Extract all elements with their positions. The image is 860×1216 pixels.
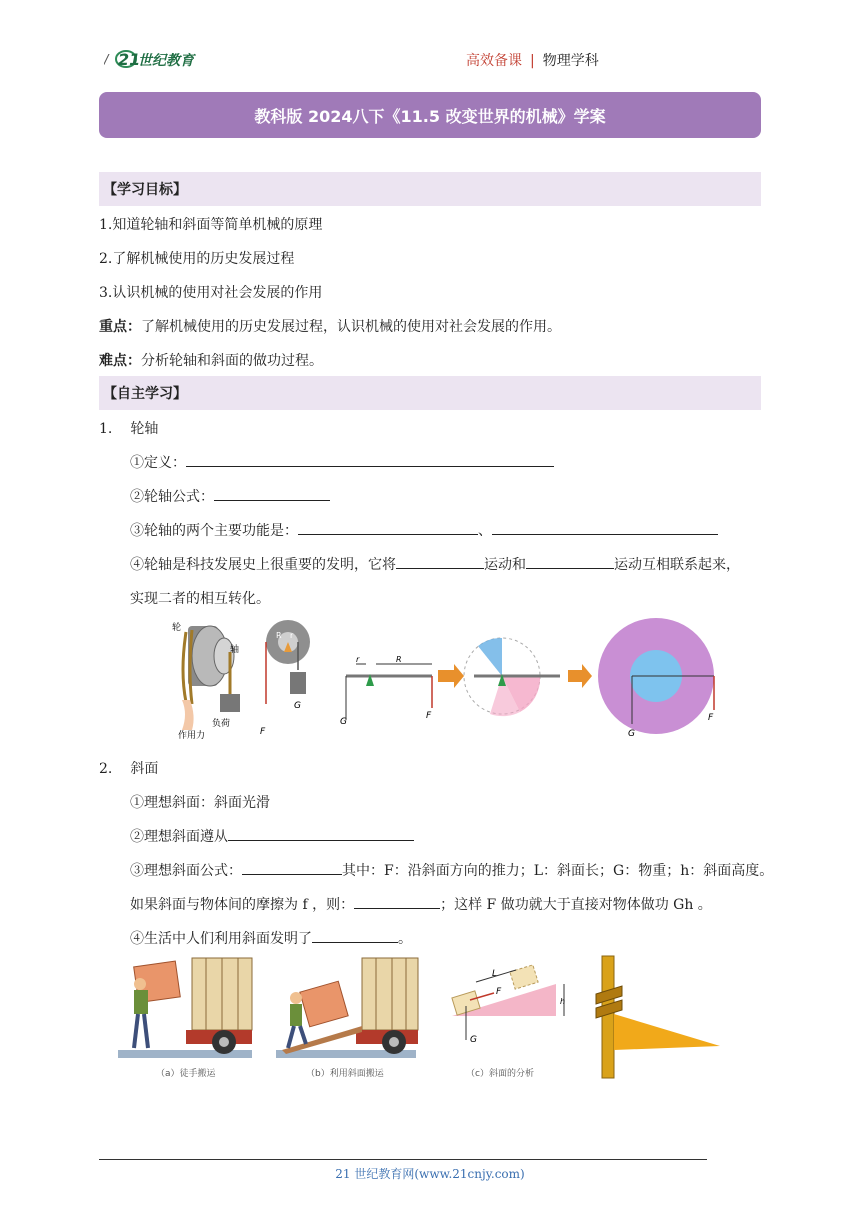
q2-ideal: ①理想斜面：斜面光滑 [130, 795, 270, 811]
objective-item: 1.知道轮轴和斜面等简单机械的原理 [99, 217, 323, 233]
q1-formula [130, 486, 330, 506]
answer-blank[interactable] [396, 554, 484, 569]
header-category-right: 物理学科 [542, 53, 599, 69]
caption-b: （b）利用斜面搬运 [306, 1069, 384, 1079]
screw-wedge-illustration [596, 956, 720, 1078]
q2-follows [130, 826, 414, 846]
label-load: 负荷 [212, 719, 231, 729]
wheel-side-view [260, 620, 310, 737]
arrow-icon [438, 664, 464, 688]
analysis-label-G: G [470, 1035, 477, 1045]
q1-motion-text: ④轮轴是科技发展史上很重要的发明，它将 [130, 557, 396, 573]
analysis-label-h: h [560, 997, 566, 1006]
svg-text:/: / [104, 53, 109, 68]
lever-label-F: F [426, 711, 432, 721]
key-point-label: 重点： [99, 319, 141, 335]
label-R: R [276, 631, 282, 640]
q1-functions [130, 520, 718, 540]
header-separator: | [530, 53, 535, 69]
arrow-icon [568, 664, 592, 688]
answer-blank[interactable] [242, 860, 342, 875]
objective-item: 3.认识机械的使用对社会发展的作用 [99, 285, 323, 301]
answer-blank[interactable] [298, 520, 478, 535]
q1-motion [130, 554, 740, 574]
logo [104, 44, 222, 74]
label-wheel: 轮 [172, 623, 182, 633]
q1-functions-label: ③轮轴的两个主要功能是： [130, 523, 298, 539]
difficulty-point [99, 350, 323, 370]
section-heading-self-study: 【自主学习】 [99, 376, 761, 410]
footer-divider [99, 1159, 707, 1160]
answer-blank[interactable] [354, 894, 440, 909]
difficulty-text: 分析轮轴和斜面的做功过程。 [141, 353, 323, 369]
q2-invention-label: ④生活中人们利用斜面发明了 [130, 931, 312, 947]
q1-motion-text: 运动和 [484, 557, 526, 573]
q2-friction-note: ；这样 F 做功就大于直接对物体做功 Gh 。 [440, 897, 712, 913]
answer-blank[interactable] [492, 520, 718, 535]
rotation-diagram [464, 638, 560, 716]
footer-text[interactable]: 21 世纪教育网(www.21cnjy.com) [335, 1167, 525, 1181]
svg-text:21: 21 [118, 50, 141, 69]
q2-formula-label: ③理想斜面公式： [130, 863, 242, 879]
answer-blank[interactable] [186, 452, 554, 467]
incline-panel-a [118, 958, 252, 1079]
q1-motion-text: 运动互相联系起来， [614, 557, 740, 573]
objective-item: 2.了解机械使用的历史发展过程 [99, 251, 295, 267]
analysis-label-F: F [496, 987, 502, 997]
answer-blank[interactable] [228, 826, 414, 841]
disc-diagram [598, 618, 714, 739]
header-category-left: 高效备课 [466, 53, 522, 69]
analysis-label-L: L [492, 969, 498, 979]
difficulty-label: 难点： [99, 353, 141, 369]
wheel-axle-figure [170, 612, 730, 742]
label-G: G [294, 701, 301, 711]
q2-friction [130, 894, 712, 914]
q2-follows-label: ②理想斜面遵从 [130, 829, 228, 845]
disc-label-G: G [628, 729, 635, 739]
page-title-bar [99, 92, 761, 138]
label-r: r [290, 631, 294, 640]
label-F: F [260, 727, 266, 737]
lever-label-G: G [340, 717, 347, 727]
question-title: 斜面 [130, 761, 159, 777]
q1-definition-label: ①定义： [130, 455, 186, 471]
lever-label-r: r [356, 655, 360, 664]
label-axle: 轴 [230, 645, 240, 655]
incline-panel-b [276, 958, 418, 1079]
label-effort: 作用力 [178, 731, 206, 741]
svg-text:世纪教育: 世纪教育 [138, 53, 194, 69]
incline-panel-c [452, 965, 565, 1079]
question-title: 轮轴 [130, 421, 159, 437]
disc-label-F: F [708, 713, 714, 723]
section-heading-objectives: 【学习目标】 [99, 172, 761, 206]
q1-motion-cont: 实现二者的相互转化。 [130, 591, 270, 607]
lever-diagram [340, 655, 432, 727]
key-point [99, 316, 561, 336]
answer-blank[interactable] [526, 554, 614, 569]
lever-label-R: R [396, 655, 402, 664]
q1-definition [130, 452, 554, 472]
caption-a: （a）徒手搬运 [156, 1069, 216, 1079]
q2-formula [130, 860, 773, 880]
q2-friction-label: 如果斜面与物体间的摩擦为 f ，则： [130, 897, 355, 913]
question-number: 1. [99, 421, 113, 437]
q2-invention [130, 928, 412, 948]
question-number: 2. [99, 761, 113, 777]
page-title: 教科版 2024八下《11.5 改变世界的机械》学案 [254, 106, 606, 126]
wheel-axle-illustration [172, 621, 240, 741]
incline-figure [116, 954, 726, 1082]
header-category [466, 50, 599, 70]
q2-invention-end: 。 [398, 931, 412, 947]
answer-blank[interactable] [312, 928, 398, 943]
q1-functions-sep: 、 [478, 523, 492, 539]
key-point-text: 了解机械使用的历史发展过程，认识机械的使用对社会发展的作用。 [141, 319, 561, 335]
question-1-title [99, 418, 158, 438]
answer-blank[interactable] [214, 486, 330, 501]
q2-formula-note: 其中：F：沿斜面方向的推力；L：斜面长；G：物重；h：斜面高度。 [342, 863, 774, 879]
caption-c: （c）斜面的分析 [466, 1069, 534, 1079]
q1-formula-label: ②轮轴公式： [130, 489, 214, 505]
question-2-title [99, 758, 158, 778]
